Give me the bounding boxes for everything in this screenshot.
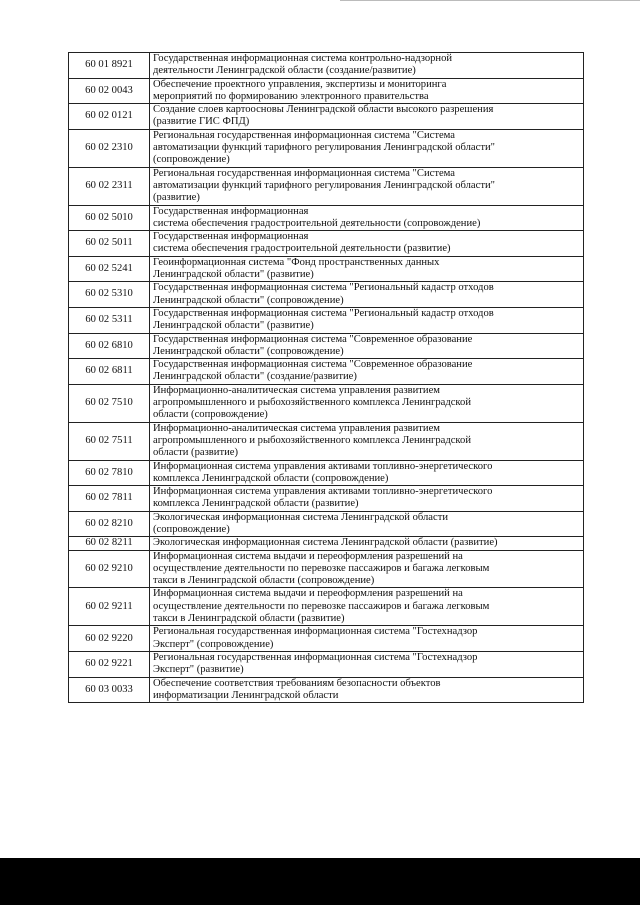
description-line: области (сопровождение) [153, 409, 268, 421]
table-row [69, 486, 584, 512]
row-code: 60 02 0121 [69, 104, 150, 130]
table-row [69, 422, 584, 460]
row-code: 60 02 5311 [69, 307, 150, 333]
description-line: агропромышленного и рыбохозяйственного комплекса Ленинградской [153, 434, 472, 446]
row-code: 60 02 2310 [69, 129, 150, 167]
table-row [69, 384, 584, 422]
row-code: 60 02 8210 [69, 511, 150, 537]
table-row [69, 231, 584, 257]
row-description [150, 626, 584, 652]
description-line: Ленинградской области" (сопровождение) [153, 345, 344, 357]
table-body [69, 53, 584, 703]
description-line: Региональная государственная информационная система "Система [153, 129, 455, 141]
description-line: Государственная информационная система "Современное образование [153, 333, 473, 345]
row-description [150, 384, 584, 422]
description-line: агропромышленного и рыбохозяйственного комплекса Ленинградской [153, 397, 472, 409]
row-code: 60 02 5310 [69, 282, 150, 308]
description-line: Региональная государственная информационная система "Система [153, 167, 455, 179]
row-description [150, 129, 584, 167]
description-line: Информационная система выдачи и переоформления разрешений на [153, 588, 463, 600]
row-code: 60 02 9221 [69, 651, 150, 677]
row-code: 60 02 2311 [69, 167, 150, 205]
row-code: 60 03 0033 [69, 677, 150, 703]
description-line: Экологическая информационная система Ленинградской области [153, 511, 449, 523]
description-line: Экологическая информационная система Ленинградской области (развитие) [153, 537, 498, 549]
row-description [150, 486, 584, 512]
table-row [69, 359, 584, 385]
budget-code-table [68, 52, 584, 703]
table-row [69, 651, 584, 677]
row-description [150, 460, 584, 486]
row-description [150, 282, 584, 308]
description-line: деятельности Ленинградской области (создание/развитие) [153, 65, 416, 77]
row-description [150, 588, 584, 626]
row-code: 60 02 7510 [69, 384, 150, 422]
description-line: (сопровождение) [153, 154, 230, 166]
table-row [69, 256, 584, 282]
description-line: осуществление деятельности по перевозке пассажиров и багажа легковым [153, 562, 490, 574]
description-line: Информационная система управления активами топливно-энергетического [153, 460, 493, 472]
row-description [150, 333, 584, 359]
description-line: Государственная информационная [153, 205, 309, 217]
description-line: Государственная информационная система "Региональный кадастр отходов [153, 282, 494, 294]
row-code: 60 02 6811 [69, 359, 150, 385]
description-line: Информационная система управления активами топливно-энергетического [153, 486, 493, 498]
row-code: 60 02 9210 [69, 550, 150, 588]
row-description [150, 511, 584, 537]
description-line: Ленинградской области" (развитие) [153, 269, 314, 281]
row-code: 60 02 7511 [69, 422, 150, 460]
description-line: комплекса Ленинградской области (развитие) [153, 498, 359, 510]
table-row [69, 333, 584, 359]
description-line: автоматизации функций тарифного регулирования Ленинградской области" [153, 179, 495, 191]
row-code: 60 02 0043 [69, 78, 150, 104]
description-line: Эксперт" (сопровождение) [153, 638, 274, 650]
row-description [150, 550, 584, 588]
row-code: 60 02 5010 [69, 205, 150, 231]
description-line: Обеспечение проектного управления, экспертизы и мониторинга [153, 78, 447, 90]
description-line: Региональная государственная информационная система "Гостехнадзор [153, 626, 478, 638]
scan-bottom-border [0, 858, 640, 905]
description-line: Обеспечение соответствия требованиям безопасности объектов [153, 677, 441, 689]
row-description [150, 205, 584, 231]
description-line: система обеспечения градостроительной деятельности (развитие) [153, 243, 451, 255]
description-line: Геоинформационная система "Фонд пространственных данных [153, 256, 440, 268]
description-line: Региональная государственная информационная система "Гостехнадзор [153, 651, 478, 663]
description-line: Информационно-аналитическая система управления развитием [153, 422, 440, 434]
description-line: (развитие) [153, 192, 200, 204]
description-line: осуществление деятельности по перевозке пассажиров и багажа легковым [153, 600, 490, 612]
description-line: (сопровождение) [153, 523, 230, 535]
table-row [69, 307, 584, 333]
row-code: 60 02 9211 [69, 588, 150, 626]
table-row [69, 129, 584, 167]
description-line: Ленинградской области" (сопровождение) [153, 294, 344, 306]
row-description [150, 677, 584, 703]
row-description [150, 53, 584, 79]
description-line: (развитие ГИС ФПД) [153, 116, 250, 128]
row-description [150, 167, 584, 205]
row-description [150, 537, 584, 550]
description-line: Государственная информационная система "Современное образование [153, 359, 473, 371]
table-row [69, 167, 584, 205]
table-row [69, 511, 584, 537]
row-code: 60 02 7811 [69, 486, 150, 512]
description-line: Эксперт" (развитие) [153, 664, 244, 676]
table-row [69, 460, 584, 486]
description-line: система обеспечения градостроительной деятельности (сопровождение) [153, 217, 481, 229]
description-line: Ленинградской области" (развитие) [153, 320, 314, 332]
description-line: Государственная информационная [153, 231, 309, 243]
description-line: такси в Ленинградской области (сопровождение) [153, 575, 375, 587]
description-line: автоматизации функций тарифного регулирования Ленинградской области" [153, 142, 495, 154]
row-code: 60 01 8921 [69, 53, 150, 79]
row-code: 60 02 6810 [69, 333, 150, 359]
row-description [150, 359, 584, 385]
table-row [69, 282, 584, 308]
row-code: 60 02 9220 [69, 626, 150, 652]
scan-artifact-line [340, 0, 640, 1]
table-row [69, 626, 584, 652]
description-line: Информационно-аналитическая система управления развитием [153, 384, 440, 396]
table-row [69, 78, 584, 104]
description-line: Государственная информационная система контрольно-надзорной [153, 53, 453, 64]
row-description [150, 231, 584, 257]
table-row [69, 550, 584, 588]
table-row [69, 205, 584, 231]
row-code: 60 02 5011 [69, 231, 150, 257]
row-code: 60 02 7810 [69, 460, 150, 486]
description-line: Ленинградской области" (создание/развитие) [153, 371, 357, 383]
description-line: информатизации Ленинградской области [153, 689, 339, 701]
row-description [150, 307, 584, 333]
row-description [150, 256, 584, 282]
description-line: мероприятий по формированию электронного правительства [153, 90, 429, 102]
table-row [69, 588, 584, 626]
table-row [69, 104, 584, 130]
description-line: Создание слоев картоосновы Ленинградской области высокого разрешения [153, 104, 494, 116]
row-description [150, 78, 584, 104]
row-description [150, 104, 584, 130]
row-description [150, 651, 584, 677]
description-line: Информационная система выдачи и переоформления разрешений на [153, 550, 463, 562]
description-line: Государственная информационная система "Региональный кадастр отходов [153, 307, 494, 319]
row-description [150, 422, 584, 460]
table-row [69, 677, 584, 703]
description-line: области (развитие) [153, 447, 238, 459]
table-row [69, 537, 584, 550]
description-line: комплекса Ленинградской области (сопровождение) [153, 472, 389, 484]
description-line: такси в Ленинградской области (развитие) [153, 613, 345, 625]
row-code: 60 02 8211 [69, 537, 150, 550]
row-code: 60 02 5241 [69, 256, 150, 282]
table-row [69, 53, 584, 79]
